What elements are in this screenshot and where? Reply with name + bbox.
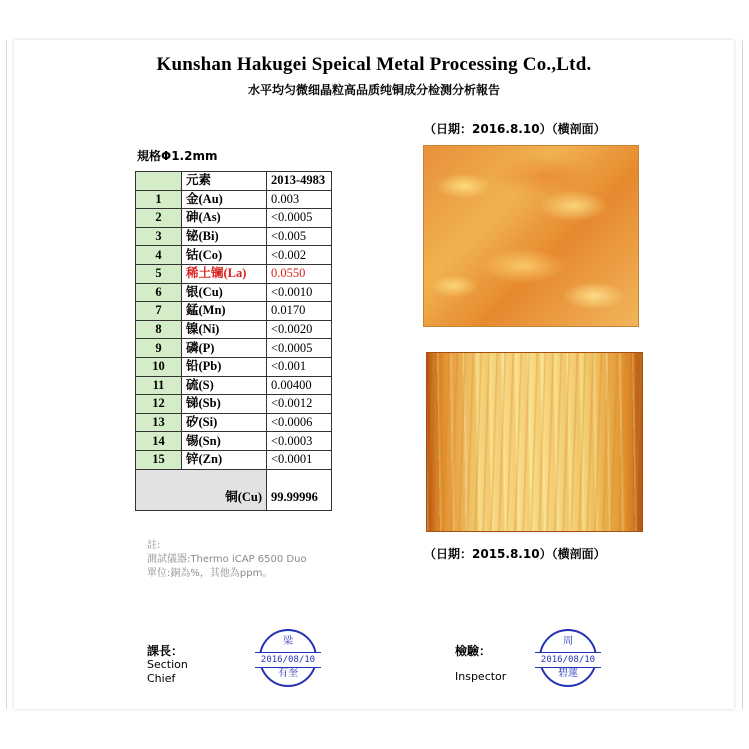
- element-name: 铋(Bi): [182, 227, 267, 246]
- element-value: 0.003: [267, 190, 332, 209]
- inspector-stamp: [539, 629, 597, 687]
- report-sheet: [14, 40, 734, 709]
- element-value: <0.0005: [267, 209, 332, 228]
- copper-name: 铜(Cu): [136, 469, 267, 510]
- table-row: [136, 432, 332, 451]
- left-border-line: [6, 40, 7, 709]
- element-value: <0.0003: [267, 432, 332, 451]
- table-row: [136, 413, 332, 432]
- inspector-label-zh: 檢驗：: [455, 644, 492, 658]
- element-name: 砷(As): [182, 209, 267, 228]
- company-name: Kunshan Hakugei Speical Metal Processing Co.,Ltd.: [156, 54, 592, 75]
- table-row: [136, 264, 332, 283]
- section-chief-stamp: [259, 629, 317, 687]
- element-number: 1: [136, 190, 182, 209]
- element-value: <0.0010: [267, 283, 332, 302]
- element-value: 0.00400: [267, 376, 332, 395]
- table-row: [136, 376, 332, 395]
- inspector-label: [455, 644, 506, 684]
- element-name: 磷(P): [182, 339, 267, 358]
- element-name: 金(Au): [182, 190, 267, 209]
- element-value: <0.0012: [267, 395, 332, 414]
- table-row: [136, 190, 332, 209]
- element-number: 8: [136, 320, 182, 339]
- header-sample-id: 2013-4983: [267, 172, 332, 191]
- inspector-stamp-date: 2016/08/10: [535, 652, 601, 668]
- element-value: 0.0170: [267, 302, 332, 321]
- right-border-line: [742, 40, 743, 709]
- top-image-caption: （日期：2016.8.10）（横剖面）: [424, 122, 606, 136]
- notes-heading: 註:: [147, 540, 161, 551]
- table-row: [136, 357, 332, 376]
- table-row: [136, 302, 332, 321]
- spec-label: 規格Φ1.2mm: [137, 149, 218, 163]
- element-value: <0.0005: [267, 339, 332, 358]
- chief-stamp-surname: 梁: [283, 636, 293, 647]
- copper-total-row: [136, 469, 332, 510]
- table-row: [136, 395, 332, 414]
- table-row: [136, 227, 332, 246]
- notes-block: [147, 539, 307, 581]
- element-value: <0.0001: [267, 450, 332, 469]
- section-chief-label-zh: 課長：: [147, 644, 184, 658]
- element-number: 11: [136, 376, 182, 395]
- cross-section-micrograph-2016: [423, 145, 639, 327]
- chief-stamp-date: 2016/08/10: [255, 652, 321, 668]
- element-number: 5: [136, 264, 182, 283]
- section-chief-label: [147, 644, 188, 686]
- element-number: 14: [136, 432, 182, 451]
- element-name: 镍(Ni): [182, 320, 267, 339]
- element-name: 錳(Mn): [182, 302, 267, 321]
- notes-instrument: 測試儀器:Thermo iCAP 6500 Duo: [147, 554, 307, 565]
- element-value: <0.0020: [267, 320, 332, 339]
- element-number: 10: [136, 357, 182, 376]
- table-row: [136, 320, 332, 339]
- element-value: <0.005: [267, 227, 332, 246]
- element-number: 13: [136, 413, 182, 432]
- header-element: 元素: [182, 172, 267, 191]
- table-row: [136, 450, 332, 469]
- element-name: 锡(Sn): [182, 432, 267, 451]
- element-composition-table: [135, 171, 332, 511]
- copper-value: 99.99996: [267, 469, 332, 510]
- element-number: 12: [136, 395, 182, 414]
- inspector-stamp-surname: 周: [563, 636, 573, 647]
- element-value: <0.001: [267, 357, 332, 376]
- header-number-cell: [136, 172, 182, 191]
- element-name: 铅(Pb): [182, 357, 267, 376]
- element-name: 矽(Si): [182, 413, 267, 432]
- element-number: 7: [136, 302, 182, 321]
- table-row: [136, 209, 332, 228]
- element-number: 6: [136, 283, 182, 302]
- element-number: 9: [136, 339, 182, 358]
- inspector-stamp-given-name: 碧蓮: [558, 668, 578, 679]
- element-name: 锑(Sb): [182, 395, 267, 414]
- element-number: 15: [136, 450, 182, 469]
- inspector-label-en: Inspector: [455, 670, 507, 683]
- table-row: [136, 339, 332, 358]
- report-title: 水平均匀微细晶粒高品质纯铜成分检测分析報告: [247, 83, 500, 97]
- table-row: [136, 283, 332, 302]
- section-chief-label-en-1: Section: [147, 658, 188, 671]
- element-name: 银(Cu): [182, 283, 267, 302]
- table-row: [136, 246, 332, 265]
- element-number: 4: [136, 246, 182, 265]
- element-name: 锌(Zn): [182, 450, 267, 469]
- section-chief-label-en-2: Chief: [147, 672, 176, 685]
- element-value: 0.0550: [267, 264, 332, 283]
- element-name: 钴(Co): [182, 246, 267, 265]
- table-header-row: [136, 172, 332, 191]
- element-name: 稀土镧(La): [182, 264, 267, 283]
- element-number: 3: [136, 227, 182, 246]
- element-value: <0.002: [267, 246, 332, 265]
- element-value: <0.0006: [267, 413, 332, 432]
- element-name: 硫(S): [182, 376, 267, 395]
- chief-stamp-given-name: 有奎: [278, 668, 298, 679]
- notes-units: 單位:銅為%，其他為ppm。: [147, 568, 273, 579]
- cross-section-micrograph-2015: [426, 352, 643, 532]
- element-number: 2: [136, 209, 182, 228]
- bottom-image-caption: （日期：2015.8.10）（横剖面）: [424, 547, 606, 561]
